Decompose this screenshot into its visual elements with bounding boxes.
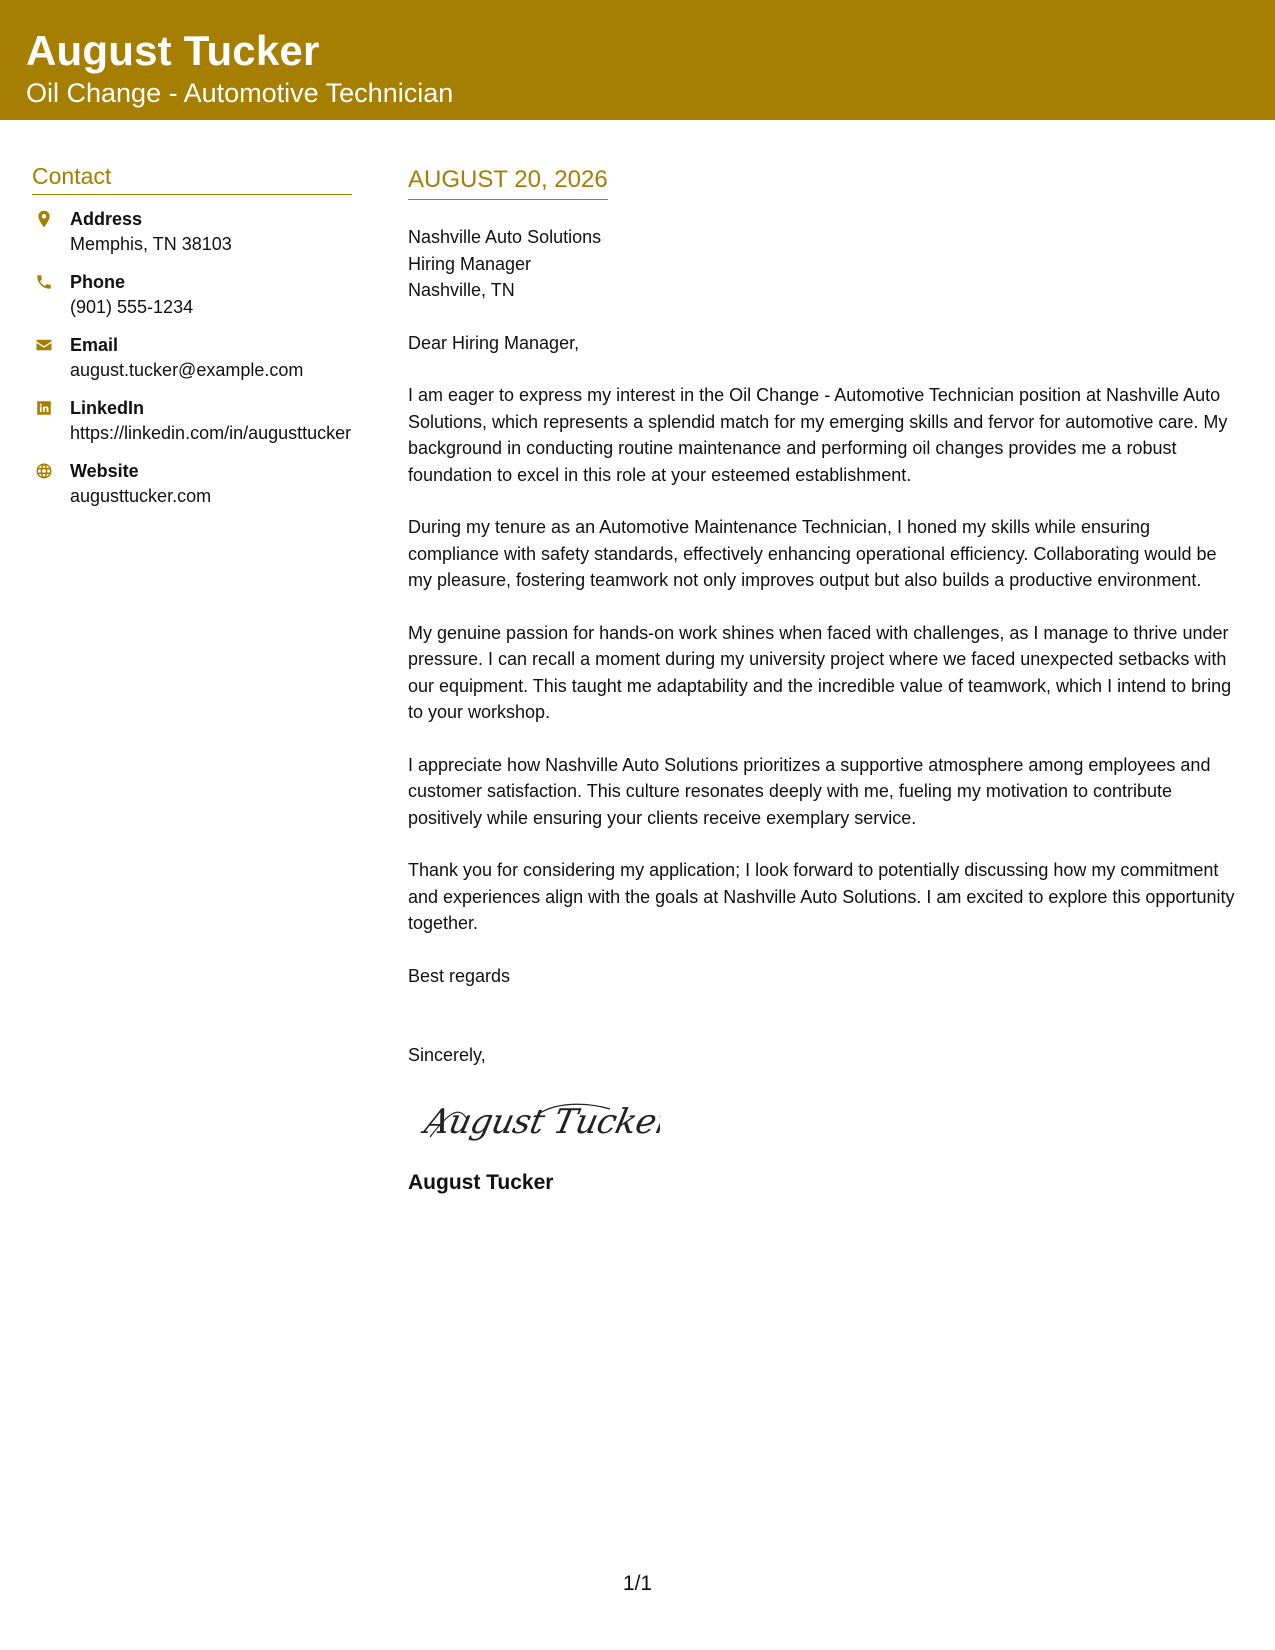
phone-icon [32, 270, 56, 294]
svg-text:August Tucker: August Tucker [421, 1101, 660, 1142]
contact-phone [32, 270, 352, 320]
envelope-icon [32, 333, 56, 357]
recipient-location: Nashville, TN [408, 280, 515, 300]
contact-sidebar [32, 163, 352, 522]
page-number: 1/1 [622, 1572, 653, 1595]
contact-website-value[interactable]: augusttucker.com [70, 486, 212, 506]
recipient-block [408, 224, 1240, 304]
closing-line: Best regards [408, 965, 511, 986]
contact-email-label: Email [70, 335, 119, 355]
contact-address-label: Address [70, 209, 143, 229]
candidate-name: August Tucker [26, 27, 320, 74]
paragraph: My genuine passion for hands-on work shines when faced with challenges, as I manage to thrive under pressure. I can recall a moment during my university project where we faced unexpected setbacks with our equipment. This taught me adaptability and the incredible value of teamwork, which I intend to bring to your workshop. [408, 622, 1232, 722]
contact-address [32, 207, 352, 257]
letter-date: AUGUST 20, 2026 [408, 166, 608, 200]
contact-linkedin-value[interactable]: https://linkedin.com/in/augusttucker [70, 423, 352, 443]
contact-website [32, 459, 352, 509]
contact-linkedin-label: LinkedIn [70, 398, 145, 418]
paragraph: During my tenure as an Automotive Maintenance Technician, I honed my skills while ensuring compliance with safety standards, effectively enhancing operational efficiency. Collaborating would be my pleasure, fostering teamwork not only improves output but also builds a productive environment. [408, 517, 1217, 590]
contact-phone-label: Phone [70, 272, 126, 292]
paragraph: Thank you for considering my application; I look forward to potentially discussing how my commitment and experiences align with the goals at Nashville Auto Solutions. I am excited to explore this opportunity together. [408, 860, 1235, 933]
recipient-company: Nashville Auto Solutions [408, 227, 602, 247]
contact-phone-value[interactable]: (901) 555-1234 [70, 297, 194, 317]
header-banner [0, 0, 1275, 120]
contact-linkedin [32, 396, 352, 446]
greeting: Dear Hiring Manager, [408, 332, 580, 353]
contact-website-label: Website [70, 461, 139, 481]
paragraph: I appreciate how Nashville Auto Solutions prioritizes a supportive atmosphere among employees and customer satisfaction. This culture resonates deeply with me, fueling my motivation to contribute positively while ensuring your clients receive exemplary service. [408, 754, 1211, 828]
signer-name: August Tucker [408, 1170, 554, 1194]
letter-body [408, 166, 1240, 1195]
globe-icon [32, 459, 56, 483]
job-title: Oil Change - Automotive Technician [26, 78, 454, 108]
map-pin-icon [32, 207, 56, 231]
paragraph: I am eager to express my interest in the Oil Change - Automotive Technician position at Nashville Auto Solutions, which represents a splendid match for my emerging skills and fervor for automotive care. My background in conducting routine maintenance and performing oil changes provides me a robust foundation to excel in this role at your esteemed establishment. [408, 385, 1228, 485]
linkedin-icon [32, 396, 56, 420]
handwritten-signature [420, 1091, 660, 1151]
contact-email-value[interactable]: august.tucker@example.com [70, 360, 304, 380]
sign-off: Sincerely, [408, 1045, 486, 1065]
contact-address-value: Memphis, TN 38103 [70, 234, 232, 254]
contact-email [32, 333, 352, 383]
recipient-title: Hiring Manager [408, 253, 532, 274]
contact-heading: Contact [32, 163, 352, 195]
